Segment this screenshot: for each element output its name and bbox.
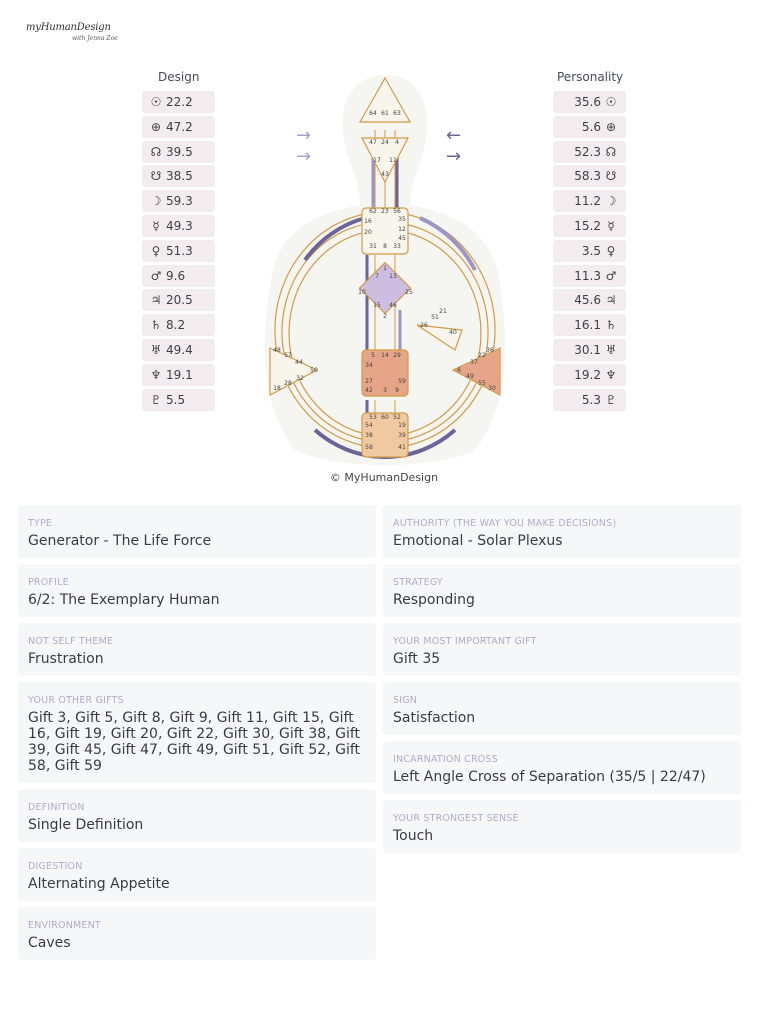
planet-row[interactable] bbox=[553, 116, 626, 138]
info-card bbox=[383, 682, 741, 735]
planet-row[interactable] bbox=[553, 339, 626, 361]
planet-gate-value: 19.2 bbox=[574, 367, 601, 382]
gate-label: 43 bbox=[381, 171, 389, 178]
planet-row[interactable] bbox=[142, 190, 215, 212]
gate-label: 34 bbox=[365, 362, 373, 369]
gate-label: 16 bbox=[364, 218, 372, 225]
info-card bbox=[18, 848, 376, 901]
gate-label: 39 bbox=[398, 432, 406, 439]
design-column-title: Design bbox=[158, 70, 200, 84]
gate-label: 52 bbox=[393, 414, 401, 421]
planet-gate-value: 39.5 bbox=[166, 144, 193, 159]
info-card-label: DIGESTION bbox=[28, 861, 83, 872]
brand-logo[interactable] bbox=[26, 22, 136, 48]
info-card-value: Satisfaction bbox=[393, 710, 476, 726]
info-card-value: Alternating Appetite bbox=[28, 876, 170, 892]
planet-row[interactable] bbox=[142, 289, 215, 311]
sun-icon: ☉ bbox=[605, 95, 617, 109]
planet-row[interactable] bbox=[553, 165, 626, 187]
info-card-value: Single Definition bbox=[28, 817, 144, 833]
info-card-label: DEFINITION bbox=[28, 802, 85, 813]
planet-row[interactable] bbox=[553, 240, 626, 262]
gate-label: 18 bbox=[273, 385, 281, 392]
uranus-icon: ♅ bbox=[605, 342, 617, 357]
planet-row[interactable] bbox=[553, 314, 626, 336]
gate-label: 58 bbox=[365, 444, 373, 451]
personality-column-title: Personality bbox=[557, 70, 624, 84]
moon-icon: ☽ bbox=[605, 194, 617, 209]
planet-gate-value: 51.3 bbox=[166, 243, 193, 258]
planet-gate-value: 11.2 bbox=[574, 194, 601, 209]
planet-gate-value: 9.6 bbox=[166, 268, 186, 283]
planet-gate-value: 30.1 bbox=[574, 342, 601, 357]
info-card bbox=[383, 800, 741, 853]
mercury-icon: ☿ bbox=[607, 218, 615, 233]
planet-gate-value: 58.3 bbox=[574, 169, 601, 184]
venus-icon: ♀ bbox=[606, 243, 616, 258]
gate-label: 25 bbox=[405, 289, 413, 296]
gate-label: 27 bbox=[365, 378, 373, 385]
gate-label: 55 bbox=[478, 380, 486, 387]
info-card-label: TYPE bbox=[28, 518, 53, 529]
south-node-icon: ☋ bbox=[150, 169, 162, 184]
gate-label: 49 bbox=[466, 373, 474, 380]
neptune-icon: ♆ bbox=[150, 367, 162, 382]
info-card-value: Responding bbox=[393, 592, 475, 608]
gate-label: 11 bbox=[389, 157, 397, 164]
pluto-icon: ♇ bbox=[605, 392, 617, 407]
gate-label: 30 bbox=[488, 385, 496, 392]
gate-label: 54 bbox=[365, 422, 373, 429]
planet-row[interactable] bbox=[553, 289, 626, 311]
mercury-icon: ☿ bbox=[152, 218, 160, 233]
gate-label: 42 bbox=[365, 387, 373, 394]
planet-row[interactable] bbox=[142, 116, 215, 138]
mars-icon: ♂ bbox=[150, 268, 162, 283]
planet-row[interactable] bbox=[142, 165, 215, 187]
planet-gate-value: 38.5 bbox=[166, 169, 193, 184]
design-planet-list bbox=[142, 91, 215, 413]
gate-label: 14 bbox=[381, 352, 389, 359]
north-node-icon: ☊ bbox=[150, 144, 162, 159]
gate-label: 6 bbox=[457, 367, 461, 374]
planet-row[interactable] bbox=[553, 91, 626, 113]
planet-gate-value: 15.2 bbox=[574, 218, 601, 233]
info-card bbox=[18, 682, 376, 783]
gate-label: 44 bbox=[295, 359, 303, 366]
gate-label: 20 bbox=[364, 229, 372, 236]
info-card-value: Touch bbox=[393, 828, 434, 844]
gate-label: 56 bbox=[393, 208, 401, 215]
planet-gate-value: 5.3 bbox=[581, 392, 601, 407]
info-card-value: Left Angle Cross of Separation (35/5 | 22/47) bbox=[393, 769, 706, 785]
gate-label: 13 bbox=[389, 273, 397, 280]
planet-row[interactable] bbox=[142, 215, 215, 237]
info-card bbox=[18, 623, 376, 676]
info-card-label: ENVIRONMENT bbox=[28, 920, 101, 931]
gate-label: 17 bbox=[373, 157, 381, 164]
logo-tagline: with Jenna Zoe bbox=[72, 35, 118, 42]
venus-icon: ♀ bbox=[151, 243, 161, 258]
planet-gate-value: 11.3 bbox=[574, 268, 601, 283]
gate-label: 40 bbox=[449, 329, 457, 336]
saturn-icon: ♄ bbox=[605, 318, 617, 333]
planet-gate-value: 22.2 bbox=[166, 95, 193, 109]
planet-row[interactable] bbox=[553, 364, 626, 386]
planet-row[interactable] bbox=[142, 141, 215, 163]
gate-label: 45 bbox=[398, 235, 406, 242]
info-card-value: 6/2: The Exemplary Human bbox=[28, 592, 220, 608]
gate-label: 60 bbox=[381, 414, 389, 421]
info-card bbox=[18, 907, 376, 960]
gate-label: 32 bbox=[296, 375, 304, 382]
gate-label: 50 bbox=[310, 367, 318, 374]
jupiter-icon: ♃ bbox=[150, 293, 162, 308]
planet-gate-value: 47.2 bbox=[166, 119, 193, 134]
info-card-value: Caves bbox=[28, 935, 71, 951]
planet-gate-value: 16.1 bbox=[574, 318, 601, 333]
gate-label: 9 bbox=[395, 387, 399, 394]
info-card-label: INCARNATION CROSS bbox=[393, 754, 498, 765]
gate-label: 57 bbox=[284, 352, 292, 359]
planet-row[interactable] bbox=[142, 240, 215, 262]
saturn-icon: ♄ bbox=[150, 318, 162, 333]
info-card-label: AUTHORITY (THE WAY YOU MAKE DECISIONS) bbox=[393, 518, 617, 529]
planet-row[interactable] bbox=[142, 389, 215, 411]
gate-label: 24 bbox=[381, 139, 389, 146]
gate-label: 3 bbox=[383, 387, 387, 394]
gate-label: 19 bbox=[398, 422, 406, 429]
planet-gate-value: 5.6 bbox=[581, 119, 601, 134]
gate-label: 28 bbox=[284, 380, 292, 387]
planet-row[interactable] bbox=[142, 364, 215, 386]
gate-label: 8 bbox=[383, 243, 387, 250]
gate-label: 10 bbox=[358, 289, 366, 296]
personality-arrow-bottom-icon: → bbox=[446, 146, 462, 167]
gate-label: 21 bbox=[439, 308, 447, 315]
planet-gate-value: 49.3 bbox=[166, 218, 193, 233]
gate-label: 63 bbox=[393, 110, 401, 117]
planet-gate-value: 19.1 bbox=[166, 367, 193, 382]
copyright-text: © MyHumanDesign bbox=[329, 471, 439, 484]
gate-label: 22 bbox=[478, 352, 486, 359]
info-card-label: NOT SELF THEME bbox=[28, 636, 114, 647]
personality-arrow-top-icon: ← bbox=[446, 125, 462, 146]
north-node-icon: ☊ bbox=[605, 144, 617, 159]
info-card-label: PROFILE bbox=[28, 577, 69, 588]
planet-gate-value: 49.4 bbox=[166, 342, 193, 357]
gate-label: 1 bbox=[383, 265, 387, 272]
info-card-label: SIGN bbox=[393, 695, 418, 706]
design-arrow-top-icon: → bbox=[296, 125, 312, 146]
gate-label: 7 bbox=[375, 273, 379, 280]
planet-row[interactable] bbox=[142, 339, 215, 361]
gate-label: 26 bbox=[420, 322, 428, 329]
gate-label: 37 bbox=[470, 359, 478, 366]
gate-label: 64 bbox=[369, 110, 377, 117]
info-card-label: STRATEGY bbox=[393, 577, 443, 588]
gate-label: 29 bbox=[393, 352, 401, 359]
gate-label: 4 bbox=[395, 139, 399, 146]
info-card-label: YOUR OTHER GIFTS bbox=[28, 695, 124, 706]
jupiter-icon: ♃ bbox=[605, 293, 617, 308]
gate-label: 36 bbox=[486, 347, 494, 354]
gate-label: 46 bbox=[389, 302, 397, 309]
info-card bbox=[383, 505, 741, 558]
gate-label: 2 bbox=[383, 313, 387, 320]
info-card-value: Frustration bbox=[28, 651, 104, 667]
design-arrow-bottom-icon: → bbox=[296, 146, 312, 167]
planet-gate-value: 20.5 bbox=[166, 293, 193, 308]
planet-gate-value: 8.2 bbox=[166, 318, 186, 333]
planet-row[interactable] bbox=[553, 141, 626, 163]
south-node-icon: ☋ bbox=[605, 169, 617, 184]
gate-label: 38 bbox=[365, 432, 373, 439]
info-card-value: Generator - The Life Force bbox=[28, 533, 212, 549]
info-card-value: Gift 35 bbox=[393, 651, 441, 667]
planet-gate-value: 59.3 bbox=[166, 194, 193, 209]
gate-label: 62 bbox=[369, 208, 377, 215]
gate-label: 51 bbox=[431, 314, 439, 321]
planet-row[interactable] bbox=[553, 190, 626, 212]
info-card bbox=[18, 505, 376, 558]
info-card bbox=[383, 623, 741, 676]
personality-planet-list bbox=[553, 91, 626, 413]
moon-icon: ☽ bbox=[150, 194, 162, 209]
planet-row[interactable] bbox=[553, 389, 626, 411]
gate-label: 35 bbox=[398, 216, 406, 223]
mars-icon: ♂ bbox=[605, 268, 617, 283]
planet-row[interactable] bbox=[142, 314, 215, 336]
earth-icon: ⊕ bbox=[605, 119, 617, 134]
gate-label: 48 bbox=[273, 347, 281, 354]
sun-icon: ☉ bbox=[150, 95, 162, 109]
planet-row[interactable] bbox=[142, 91, 215, 113]
gate-label: 53 bbox=[369, 414, 377, 421]
gate-label: 12 bbox=[398, 226, 406, 233]
planet-gate-value: 5.5 bbox=[166, 392, 186, 407]
info-card-label: YOUR STRONGEST SENSE bbox=[393, 813, 519, 824]
planet-row[interactable] bbox=[553, 265, 626, 287]
info-card bbox=[18, 564, 376, 617]
gate-label: 15 bbox=[373, 302, 381, 309]
planet-gate-value: 35.6 bbox=[574, 95, 601, 109]
info-card-value: Emotional - Solar Plexus bbox=[393, 533, 563, 549]
planet-gate-value: 3.5 bbox=[581, 243, 601, 258]
earth-icon: ⊕ bbox=[150, 119, 162, 134]
neptune-icon: ♆ bbox=[605, 367, 617, 382]
info-card bbox=[383, 741, 741, 794]
planet-gate-value: 52.3 bbox=[574, 144, 601, 159]
info-column-left bbox=[18, 505, 376, 966]
gate-label: 59 bbox=[398, 378, 406, 385]
uranus-icon: ♅ bbox=[150, 342, 162, 357]
gate-label: 23 bbox=[381, 208, 389, 215]
planet-row[interactable] bbox=[142, 265, 215, 287]
gate-label: 5 bbox=[371, 352, 375, 359]
bodygraph-chart bbox=[255, 70, 515, 470]
gate-label: 31 bbox=[369, 243, 377, 250]
planet-row[interactable] bbox=[553, 215, 626, 237]
info-column-right bbox=[383, 505, 741, 859]
gate-label: 61 bbox=[381, 110, 389, 117]
info-card bbox=[18, 789, 376, 842]
info-card-value: Gift 3, Gift 5, Gift 8, Gift 9, Gift 11, Gift 15, Gift 16, Gift 19, Gift 20, Gift 22, Gift 30, Gift 38, Gift 39, Gift 45, Gift 47, Gift 49, Gift 51, Gift 52, Gift 58, Gift 59 bbox=[28, 710, 361, 774]
gate-label: 41 bbox=[398, 444, 406, 451]
planet-gate-value: 45.6 bbox=[574, 293, 601, 308]
logo-wordmark: myHumanDesign bbox=[26, 22, 111, 33]
gate-label: 33 bbox=[393, 243, 401, 250]
pluto-icon: ♇ bbox=[150, 392, 162, 407]
info-card-label: YOUR MOST IMPORTANT GIFT bbox=[393, 636, 537, 647]
info-card bbox=[383, 564, 741, 617]
gate-label: 47 bbox=[369, 139, 377, 146]
